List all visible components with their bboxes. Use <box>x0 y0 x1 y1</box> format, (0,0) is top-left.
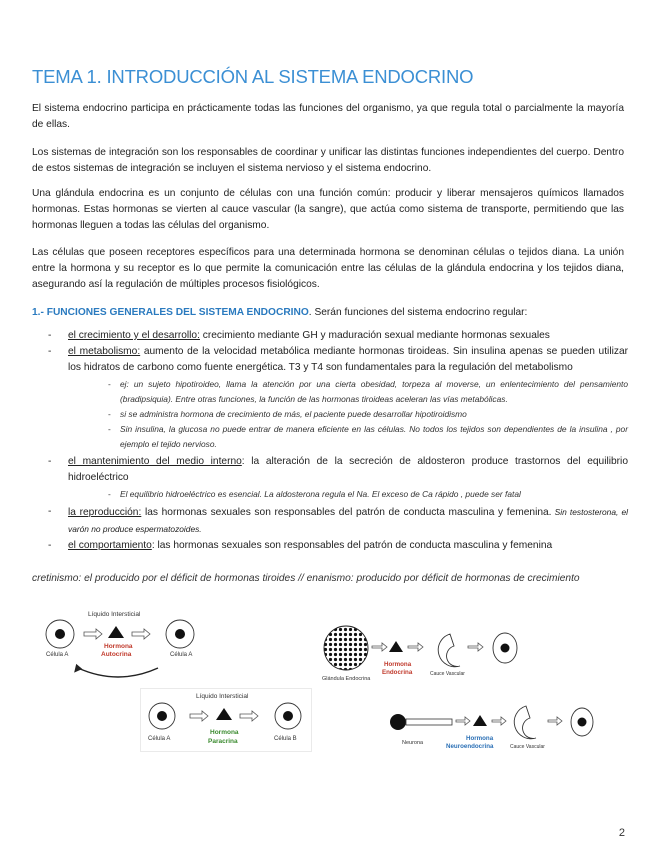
cell-right-label: Célula A <box>170 652 193 658</box>
axon <box>406 719 452 725</box>
section-heading-line <box>32 305 624 321</box>
list-item <box>32 344 628 452</box>
function-inline-note: Sin testosterona, el varón no produce espermatozoides. <box>68 507 628 534</box>
endocrina-hormone-line1: Hormona <box>384 661 412 668</box>
function-text: : la alteración de la secreción de aldosteron produce trastornos del equilibrio hidroeléctrico <box>68 456 628 483</box>
paracrina-diagram <box>140 688 312 752</box>
list-item <box>32 504 628 538</box>
autocrina-hormone-line1: Hormona <box>104 643 133 650</box>
cell-b-label: Célula B <box>274 736 297 742</box>
hormone-triangle-icon <box>473 715 487 726</box>
function-text: las hormonas sexuales son responsables del patrón de conducta masculina y femenina. <box>141 507 552 518</box>
figure-paracrina <box>140 688 312 752</box>
cell-a-right-nucleus <box>175 629 185 639</box>
gland-cluster <box>324 626 368 670</box>
page-number: 2 <box>618 827 625 839</box>
paragraph-3: Una glándula endocrina es un conjunto de células con una función común: producir y liberar mensajeros químicos llamados hormonas. Estas hormonas se vierten al cauce vascular (la sangre), que actúa como sistema de transporte, permitiendo que las hormonas lleguen a todas las células del organismo. <box>32 188 624 231</box>
function-text: crecimiento mediante GH y maduración sexual mediante hormonas sexuales <box>199 330 550 341</box>
vessel-label: Cauce Vascular <box>430 671 465 677</box>
figure-autocrina <box>38 604 208 684</box>
figure-endocrina <box>318 622 523 682</box>
paragraph-4: Las células que poseen receptores específicos para una determinada hormona se denominan células o tejidos diana. La unión entre la hormona y su receptor es lo que permite la comunicación entre las células de la glándula endocrina y los tejidos diana, asegurando así la regulación de múltiples procesos fisiológicos. <box>32 247 624 290</box>
function-text: aumento de la velocidad metabólica mediante hormonas tiroideas. Sin insulina apenas se pueden utilizar los hidratos de carbono como fuente energética. T3 y T4 son fundamentales para la regulación del metabolismo <box>68 346 628 373</box>
arrow-icon <box>492 717 506 725</box>
feedback-arc <box>78 668 158 677</box>
vessel-shape <box>514 706 536 739</box>
endocrina-hormone-line2: Endocrina <box>382 669 413 676</box>
list-item <box>32 328 628 344</box>
autocrina-diagram <box>38 604 208 684</box>
list-item <box>32 454 628 502</box>
arrow-icon <box>548 717 562 725</box>
arrow-icon <box>372 643 387 651</box>
page-title: TEMA 1. INTRODUCCIÓN AL SISTEMA ENDOCRINO <box>32 66 474 87</box>
arrow-icon <box>456 717 470 725</box>
endocrina-diagram <box>318 622 523 682</box>
cell-a-left-nucleus <box>55 629 65 639</box>
hormone-triangle-icon <box>389 641 403 652</box>
paracrina-hormone-line2: Paracrina <box>208 738 238 745</box>
arrow-icon <box>408 643 423 651</box>
target-cell-nucleus <box>501 644 510 653</box>
function-term: el mantenimiento del medio interno <box>68 456 242 467</box>
gland-label: Glándula Endocrina <box>322 676 371 682</box>
sub-list-item: - Sin insulina, la glucosa no puede entrar de manera eficiente en las células. No todos los tejidos son dependientes de la insulina , por ejemplo el tejido nervioso. <box>68 422 628 452</box>
functions-list <box>32 328 628 554</box>
section-heading: 1.- FUNCIONES GENERALES DEL SISTEMA ENDOCRINO <box>32 307 309 318</box>
sub-list-item: - El equilibrio hidroeléctrico es esencial. La aldosterona regula el Na. El exceso de Ca rápido , puede ser fatal <box>68 487 628 502</box>
function-term: el crecimiento y el desarrollo: <box>68 330 200 341</box>
neuron-label: Neurona <box>402 740 424 746</box>
footnote: cretinismo: el producido por el déficit de hormonas tiroides // enanismo: producido por déficit de hormonas de crecimiento <box>32 573 580 584</box>
sub-list <box>68 377 628 452</box>
vessel-shape <box>438 634 460 667</box>
list-item <box>32 538 628 554</box>
sub-list-item: - si se administra hormona de crecimiento de más, el paciente puede desarrollar hipotiroidismo <box>68 407 628 422</box>
paragraph-1: El sistema endocrino participa en prácticamente todas las funciones del organismo, ya que regula total o parcialmente la mayoría de ellas. <box>32 103 624 130</box>
cell-left-label: Célula A <box>46 652 69 658</box>
autocrina-hormone-line2: Autocrina <box>101 651 132 658</box>
paracrina-top-label: Líquido Intersticial <box>196 693 249 700</box>
sub-list-item: - ej: un sujeto hipotiroideo, llama la atención por una cierta obesidad, torpeza al moverse, un enlentecimiento del pensamiento (bradipsiquia). Entre otras funciones, la función de las hormonas tiroideas aceleran las vías metabólicas. <box>68 377 628 407</box>
function-term: el metabolismo: <box>68 346 141 357</box>
cell-a-label: Célula A <box>148 736 171 742</box>
section-intro: . Serán funciones del sistema endocrino regular: <box>308 307 528 318</box>
arrow-icon <box>84 629 102 639</box>
arrow-icon <box>132 629 150 639</box>
autocrina-top-label: Líquido Intersticial <box>88 611 141 618</box>
function-term: el comportamiento <box>68 540 152 551</box>
target-cell-nucleus <box>578 718 587 727</box>
neuroendocrina-diagram <box>388 700 598 754</box>
function-text: : las hormonas sexuales son responsables del patrón de conducta masculina y femenina <box>151 540 553 551</box>
sub-list <box>68 487 628 502</box>
paragraph-2: Los sistemas de integración son los responsables de coordinar y unificar las distintas funciones independientes del cuerpo. Dentro de estos sistemas de integración se incluyen el sistema nervioso y el sistema endocrino. <box>32 147 624 174</box>
neuron-body <box>390 714 406 730</box>
cell-b-nucleus <box>283 711 293 721</box>
neuro-hormone-line1: Hormona <box>466 735 494 742</box>
feedback-arrowhead-icon <box>71 664 82 675</box>
cell-a-nucleus <box>157 711 167 721</box>
figure-neuroendocrina <box>388 700 598 754</box>
neuro-vessel-label: Cauce Vascular <box>510 744 545 750</box>
arrow-icon <box>468 643 483 651</box>
neuro-hormone-line2: Neuroendocrina <box>446 743 494 750</box>
function-term: la reproducción: <box>68 507 142 518</box>
hormone-triangle-icon <box>108 626 124 638</box>
paracrina-hormone-line1: Hormona <box>210 729 239 736</box>
